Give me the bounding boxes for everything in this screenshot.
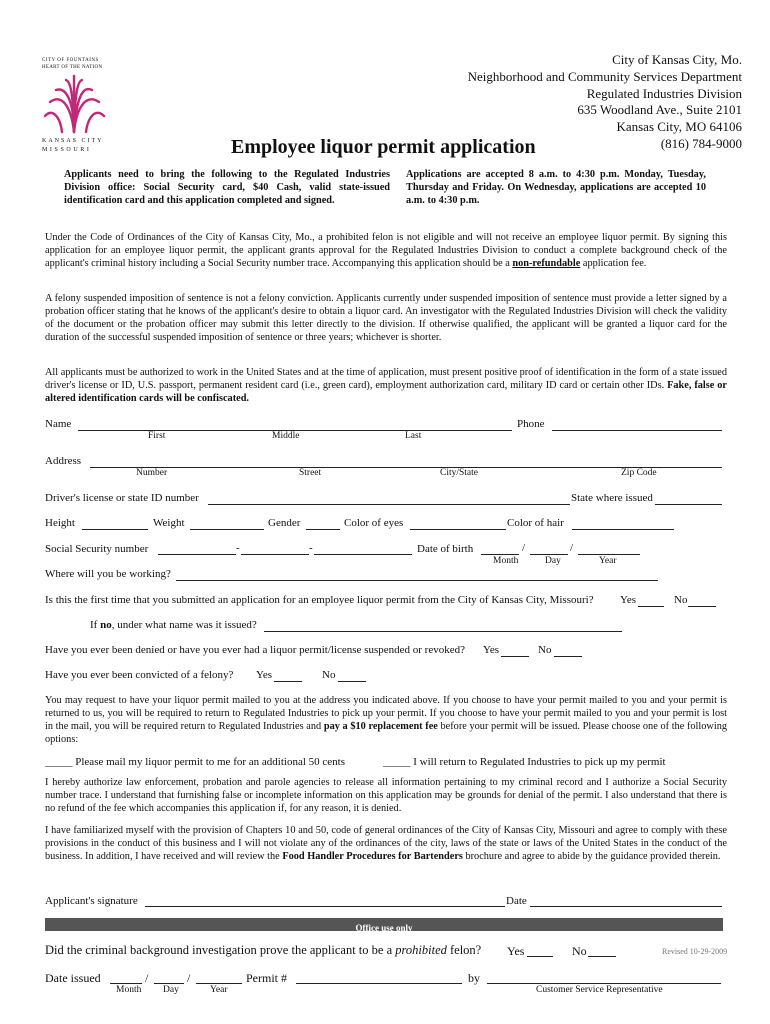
ssn-dash-2: - bbox=[309, 542, 313, 554]
working-field[interactable] bbox=[176, 580, 658, 581]
license-field[interactable] bbox=[208, 504, 570, 505]
fountain-icon bbox=[42, 72, 107, 134]
page-title: Employee liquor permit application bbox=[231, 136, 536, 158]
header-line1: City of Kansas City, Mo. bbox=[612, 52, 742, 67]
ssn-label: Social Security number bbox=[45, 543, 149, 555]
logo-bottom-text-2: MISSOURI bbox=[42, 147, 92, 153]
issued-year-sublabel: Year bbox=[210, 985, 228, 995]
permit-number-field[interactable] bbox=[296, 983, 462, 984]
ssn-part1-field[interactable] bbox=[158, 554, 236, 555]
identification-paragraph: All applicants must be authorized to work in the United States and at the time of application, must present positive proof of identification in the form of a state issued driver's license or ID, U.S. passport, permanent resident card (i.e., green card), employment authorization card, military ID card or certain other IDs. Fake, false or altered identification cards will be confiscated. bbox=[45, 367, 727, 404]
date-issued-label: Date issued bbox=[45, 971, 101, 985]
hair-field[interactable] bbox=[572, 529, 674, 530]
issued-slash-1: / bbox=[145, 971, 149, 985]
dob-slash-2: / bbox=[570, 542, 574, 554]
license-label: Driver's license or state ID number bbox=[45, 492, 199, 504]
notice-right: Applications are accepted 8 a.m. to 4:30 p.m. Monday, Tuesday, Thursday and Friday. On Wednesday, applications are accepted 10 a.m. to 4:30 p.m. bbox=[406, 169, 706, 206]
signature-field[interactable] bbox=[145, 906, 505, 907]
denied-yes-label: Yes bbox=[483, 644, 500, 656]
background-no-field[interactable] bbox=[588, 956, 616, 957]
weight-field[interactable] bbox=[190, 529, 264, 530]
authorize-paragraph: I hereby authorize law enforcement, probation and parole agencies to release all information pertaining to my criminal record and I authorize a Social Security number trace. I understand that furnishing false or incomplete information on this application may be grounds for denial of the permit. I also understand that there is no refund of the fee which accompanies this application if, for any reason, it is denied. bbox=[45, 777, 727, 814]
gender-field[interactable] bbox=[306, 529, 340, 530]
non-refundable-text: non-refundable bbox=[512, 258, 581, 269]
year-sublabel: Year bbox=[599, 556, 617, 566]
option-pickup[interactable]: _____ I will return to Regulated Industries to pick up my permit bbox=[383, 756, 666, 768]
issued-slash-2: / bbox=[187, 971, 191, 985]
option-mail[interactable]: _____ Please mail my liquor permit to me for an additional 50 cents bbox=[45, 756, 345, 768]
familiar-paragraph: I have familiarized myself with the provision of Chapters 10 and 50, code of general ordinances of the City of Kansas City, Missouri and agree to comply with these provisions in the conduct of this business and I will not violate any of the ordinances of the city, laws of the state or laws of the United States in the conduct of the business. In addition, I have received and will review the Food Handler Procedures for Bartenders brochure and agree to abide by the guidance provided therein. bbox=[45, 825, 727, 862]
mail-paragraph: You may request to have your liquor permit mailed to you at the address you indicated above. If you choose to have your permit mailed to you and your permit is returned to us, you will be required to return to Regulated Industries to pick up your permit. If you choose to have your permit mailed to you and your permit is lost in the mail, you will be required return to Regulated Industries and pay a $10 replacement fee before your permit will be issued. Please choose one of the following options: bbox=[45, 695, 727, 745]
dob-slash-1: / bbox=[522, 542, 526, 554]
name-label: Name bbox=[45, 418, 72, 430]
date-label: Date bbox=[506, 895, 527, 907]
dob-day-field[interactable] bbox=[530, 554, 568, 555]
city-state-sublabel: City/State bbox=[440, 468, 478, 478]
signature-label: Applicant's signature bbox=[45, 895, 138, 907]
denied-question: Have you ever been denied or have you ever had a liquor permit/license suspended or revoked? bbox=[45, 644, 465, 656]
last-sublabel: Last bbox=[405, 431, 422, 441]
felony-paragraph: A felony suspended imposition of sentence is not a felony conviction. Applicants currently under suspended imposition of sentence must provide a letter signed by a probation officer stating that he knows of the applicant's desire to obtain a liquor card. An investigator with the Regulated Industries Division will check the validity of the document or the probation officer may submit this letter directly to the division. If otherwise qualified, the applicant will be granted a liquor card for the duration of the successful suspended imposition of sentence or three years; whichever is shorter. bbox=[45, 293, 727, 343]
by-label: by bbox=[468, 971, 480, 985]
first-time-yes-field[interactable] bbox=[638, 606, 664, 607]
ssn-part2-field[interactable] bbox=[241, 554, 309, 555]
if-no-label: If no, under what name was it issued? bbox=[90, 619, 257, 631]
state-issued-label: State where issued bbox=[571, 492, 653, 504]
felony-question: Have you ever been convicted of a felony? bbox=[45, 669, 234, 681]
permit-label: Permit # bbox=[246, 971, 287, 985]
phone-label: Phone bbox=[517, 418, 545, 430]
notice-left: Applicants need to bring the following to the Regulated Industries Division office: Social Security card, $40 Cash, valid state-issued identification card and this application completed and signed. bbox=[64, 169, 390, 206]
first-time-no-field[interactable] bbox=[688, 606, 716, 607]
header-line4: 635 Woodland Ave., Suite 2101 bbox=[577, 102, 742, 117]
working-label: Where will you be working? bbox=[45, 568, 171, 580]
number-sublabel: Number bbox=[136, 468, 168, 478]
background-yes-label: Yes bbox=[507, 944, 525, 958]
gender-label: Gender bbox=[268, 517, 301, 529]
denied-no-label: No bbox=[538, 644, 552, 656]
background-yes-field[interactable] bbox=[527, 956, 553, 957]
zip-sublabel: Zip Code bbox=[621, 468, 657, 478]
height-field[interactable] bbox=[82, 529, 148, 530]
date-field[interactable] bbox=[530, 906, 722, 907]
denied-no-field[interactable] bbox=[554, 656, 582, 657]
eyes-field[interactable] bbox=[410, 529, 506, 530]
header-line2: Neighborhood and Community Services Department bbox=[467, 69, 742, 84]
middle-sublabel: Middle bbox=[272, 431, 300, 441]
representative-field[interactable] bbox=[487, 983, 721, 984]
felony-no-field[interactable] bbox=[338, 681, 366, 682]
office-use-bar bbox=[45, 918, 723, 931]
weight-label: Weight bbox=[153, 517, 185, 529]
first-time-yes-label: Yes bbox=[620, 594, 637, 606]
state-issued-field[interactable] bbox=[655, 504, 722, 505]
logo-top-text-1: CITY OF FOUNTAINS bbox=[42, 58, 99, 63]
ssn-part3-field[interactable] bbox=[314, 554, 412, 555]
logo-top-text-2: HEART OF THE NATION bbox=[42, 65, 103, 70]
felony-no-label: No bbox=[322, 669, 336, 681]
street-sublabel: Street bbox=[299, 468, 322, 478]
phone-field[interactable] bbox=[552, 430, 722, 431]
height-label: Height bbox=[45, 517, 75, 529]
header-line5: Kansas City, MO 64106 bbox=[616, 119, 742, 134]
background-question: Did the criminal background investigation prove the applicant to be a prohibited felon? bbox=[45, 943, 482, 957]
city-logo bbox=[42, 58, 107, 158]
issued-day-field[interactable] bbox=[154, 983, 184, 984]
issued-year-field[interactable] bbox=[196, 983, 242, 984]
eyes-label: Color of eyes bbox=[344, 517, 404, 529]
issued-month-field[interactable] bbox=[110, 983, 142, 984]
first-time-no-label: No bbox=[674, 594, 688, 606]
felony-yes-label: Yes bbox=[256, 669, 273, 681]
dob-year-field[interactable] bbox=[578, 554, 640, 555]
intro-paragraph: Under the Code of Ordinances of the City of Kansas City, Mo., a prohibited felon is not eligible and will not receive an employee liquor permit. By signing this application for an employee liquor permit, the applicant grants approval for the Regulated Industries Division to conduct a complete background check of the applicant's criminal history including a Social Security number trace. Accompanying this application should be a non-refundable application fee. bbox=[45, 232, 727, 269]
previous-name-field[interactable] bbox=[264, 631, 622, 632]
revised-date: Revised 10-29-2009 bbox=[662, 947, 728, 956]
issued-month-sublabel: Month bbox=[116, 985, 142, 995]
background-no-label: No bbox=[572, 944, 587, 958]
dob-month-field[interactable] bbox=[481, 554, 519, 555]
first-sublabel: First bbox=[148, 431, 166, 441]
hair-label: Color of hair bbox=[507, 517, 564, 529]
first-time-question: Is this the first time that you submitted an application for an employee liquor permit from the City of Kansas City, Missouri? bbox=[45, 594, 594, 606]
office-use-label: Office use only bbox=[355, 923, 413, 933]
denied-yes-field[interactable] bbox=[501, 656, 529, 657]
csr-sublabel: Customer Service Representative bbox=[536, 985, 663, 995]
month-sublabel: Month bbox=[493, 556, 519, 566]
ssn-dash-1: - bbox=[236, 542, 240, 554]
issued-day-sublabel: Day bbox=[163, 985, 179, 995]
address-label: Address bbox=[45, 455, 82, 467]
header-line3: Regulated Industries Division bbox=[586, 86, 742, 101]
day-sublabel: Day bbox=[545, 556, 561, 566]
felony-yes-field[interactable] bbox=[274, 681, 302, 682]
header-line6: (816) 784-9000 bbox=[660, 136, 742, 151]
logo-bottom-text-1: KANSAS CITY bbox=[42, 138, 104, 144]
dob-label: Date of birth bbox=[417, 543, 474, 555]
